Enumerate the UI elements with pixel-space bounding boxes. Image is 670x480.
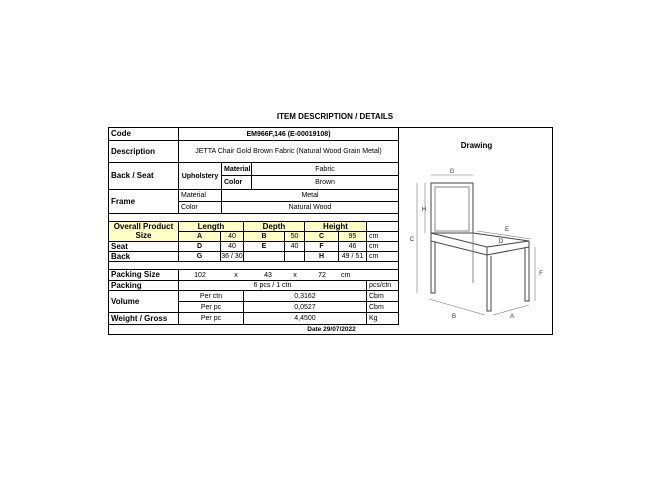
drawing-letter-d: D [498,239,504,245]
seat-depth-key: E [244,242,285,252]
packing-size-unit: cm [339,270,399,281]
packing-length: 102 [179,270,221,281]
spacer-row [109,214,399,222]
code-value: EM966F,146 (E-00019108) [179,128,399,141]
seat-unit: cm [367,242,399,252]
item-details-sheet [108,127,553,335]
weight-per-pc-label: Per pc [179,313,244,325]
seat-length-key: D [179,242,221,252]
back-seat-material-label: Material [222,163,252,176]
volume-per-ctn: 0,3162 [244,291,367,302]
frame-color: Natural Wood [222,202,399,214]
overall-depth-key: B [244,232,285,242]
back-height-value: 49 / 51 [339,252,367,262]
packing-x1: x [221,270,251,281]
drawing-letter-h: H [421,207,427,213]
length-header: Length [179,222,244,232]
packing-size-label: Packing Size [109,270,179,281]
volume-per-pc: 0,0527 [244,302,367,313]
packing-x2: x [285,270,305,281]
packing-label: Packing [109,281,179,291]
packing-width: 43 [251,270,285,281]
document-title: ITEM DESCRIPTION / DETAILS [276,112,394,121]
drawing-letter-a: A [509,314,515,320]
overall-length-key: A [179,232,221,242]
frame-color-label: Color [179,202,222,214]
code-label: Code [109,128,179,141]
back-seat-color-label: Color [222,176,252,190]
back-length-value: 36 / 30 [221,253,243,260]
weight-value: 4,4500 [244,313,367,325]
seat-height-key: F [305,242,339,252]
back-depth-key-blank [244,252,285,262]
volume-per-pc-unit: Cbm [367,302,399,313]
packing-unit: pcs/ctn [367,281,399,291]
back-height-key: H [305,252,339,262]
volume-label: Volume [109,291,179,313]
seat-height-value: 46 [339,242,367,252]
packing-value: 6 pcs / 1 ctn [179,281,367,291]
upholstery-label: Upholstery [179,163,222,190]
drawing-letter-c: C [409,237,415,243]
header-unit-blank [367,222,399,232]
back-label: Back [109,252,179,262]
drawing-letter-f: F [539,271,543,277]
weight-label: Weight / Gross [109,313,179,325]
back-unit: cm [367,252,399,262]
seat-label: Seat [109,242,179,252]
seat-length-value: 40 [221,242,244,252]
overall-size-header: Overall Product Size [109,222,179,242]
overall-height-value: 95 [339,232,367,242]
spacer-row-2 [109,262,399,270]
drawing-letter-e: E [504,227,510,233]
overall-length-value: 40 [221,232,244,242]
drawing-label: Drawing [460,140,493,150]
packing-height: 72 [305,270,339,281]
chair-drawing [399,163,554,325]
overall-unit: cm [367,232,399,242]
back-seat-color: Brown [252,176,399,190]
volume-per-ctn-unit: Cbm [367,291,399,302]
frame-material-label: Material [179,190,222,202]
back-length-key: G [179,252,221,262]
date-footer: Date 29/07/2022 [307,326,356,334]
weight-unit: Kg [367,313,399,325]
depth-header: Depth [244,222,305,232]
drawing-letter-g: G [449,169,455,175]
description-label: Description [109,141,179,163]
overall-height-key: C [305,232,339,242]
seat-depth-value: 40 [285,242,305,252]
drawing-letter-b: B [451,314,457,320]
back-seat-label: Back / Seat [109,163,179,190]
frame-material: Metal [222,190,399,202]
volume-per-ctn-label: Per ctn [179,291,244,302]
height-header: Height [305,222,367,232]
overall-depth-value: 50 [285,232,305,242]
back-seat-material: Fabric [252,163,399,176]
frame-label: Frame [109,190,179,214]
volume-per-pc-label: Per pc [179,302,244,313]
description-value: JETTA Chair Gold Brown Fabric (Natural Wood Grain Metal) [179,141,399,163]
back-depth-value-blank [285,252,305,262]
